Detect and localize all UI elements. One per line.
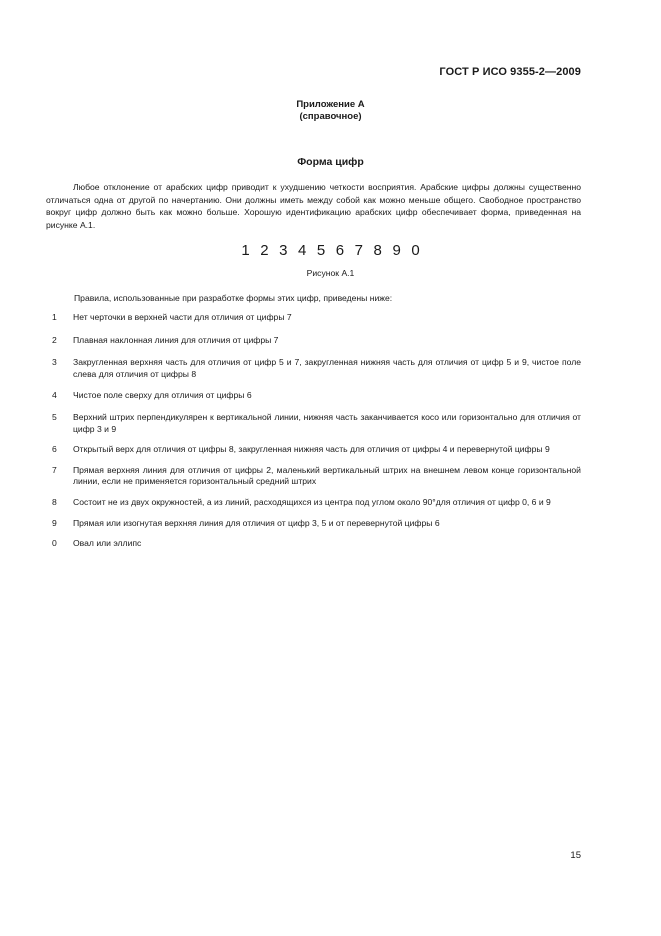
rule-item: [46, 335, 581, 347]
rule-number: 0: [52, 538, 57, 549]
digit: 6: [335, 242, 345, 259]
intro-paragraph: Любое отклонение от арабских цифр приводит к ухудшению четкости восприятия. Арабские цифры должны существенно отличаться одна от другой по начертанию. Они должны иметь между собой как можно меньше общего. Свободное пространство вокруг цифр должно быть как можно больше. Хорошую идентификацию арабских цифр обеспечивает форма, приведенная на рисунке А.1.: [46, 182, 581, 230]
rule-number: 7: [52, 464, 57, 475]
standard-code: ГОСТ Р ИСО 9355-2—2009: [439, 66, 581, 78]
rule-text: Верхний штрих перпендикулярен к вертикальной линии, нижняя часть заканчивается косо или горизонтально для отличия от цифр 3 и 9: [73, 411, 581, 434]
digit: 3: [279, 242, 288, 259]
rule-item: [46, 518, 581, 530]
rule-text: Плавная наклонная линия для отличия от цифры 7: [73, 334, 279, 345]
digit: 4: [297, 242, 307, 259]
rule-number: 5: [52, 411, 57, 422]
rule-item: [46, 357, 581, 380]
digit: 8: [373, 242, 382, 259]
annex-title: Приложение А: [296, 99, 365, 110]
annex-subtitle: (справочное): [299, 111, 362, 122]
rule-item: [46, 444, 581, 456]
digit: 1: [241, 242, 250, 259]
rule-text: Прямая верхняя линия для отличия от цифры 2, маленький вертикальный штрих на внешнем левом конце горизонтальной линии, если не применяется горизонтальный средний штрих: [73, 464, 581, 487]
figure-caption: Рисунок А.1: [306, 268, 355, 278]
figure-digits: [0, 242, 661, 259]
rule-number: 8: [52, 496, 57, 507]
rule-text: Закругленная верхняя часть для отличия от цифр 5 и 7, закругленная нижняя часть для отличия от цифр 5 и 9, чистое поле слева для отличия от цифры 8: [73, 357, 581, 379]
rule-text: Открытый верх для отличия от цифры 8, закругленная нижняя часть для отличия от цифры 4 и перевернутой цифры 9: [73, 444, 550, 455]
section-title: Форма цифр: [297, 156, 364, 168]
rule-text: Прямая или изогнутая верхняя линия для отличия от цифр 3, 5 и от перевернутой цифры 6: [73, 517, 440, 528]
rule-text: Чистое поле сверху для отличия от цифры 6: [73, 390, 252, 401]
rules-intro: Правила, использованные при разработке формы этих цифр, приведены ниже:: [74, 293, 393, 303]
page-number: 15: [570, 850, 581, 861]
rule-number: 9: [52, 517, 57, 528]
rule-number: 1: [52, 312, 57, 322]
digit: 9: [392, 242, 401, 259]
digit: 5: [316, 242, 326, 259]
annex-heading: [0, 99, 661, 123]
digit: 2: [260, 242, 269, 259]
rule-number: 4: [52, 390, 57, 401]
digit: 7: [354, 242, 363, 259]
rule-number: 2: [52, 334, 57, 345]
rule-number: 6: [52, 444, 57, 455]
rule-item: [46, 390, 581, 402]
digit: 0: [411, 242, 420, 259]
rule-item: [46, 312, 581, 324]
rule-number: 3: [52, 357, 57, 368]
rule-text: Нет черточки в верхней части для отличия от цифры 7: [73, 312, 292, 322]
rule-text: Овал или эллипс: [73, 538, 142, 549]
rule-item: [46, 412, 581, 435]
rules-list: [46, 312, 581, 550]
rule-text: Состоит не из двух окружностей, а из линий, расходящихся из центра под углом около 90°для отличия от цифр 0, 6 и 9: [73, 496, 551, 507]
rule-item: [46, 538, 581, 550]
rule-item: [46, 497, 581, 509]
rule-item: [46, 465, 581, 488]
